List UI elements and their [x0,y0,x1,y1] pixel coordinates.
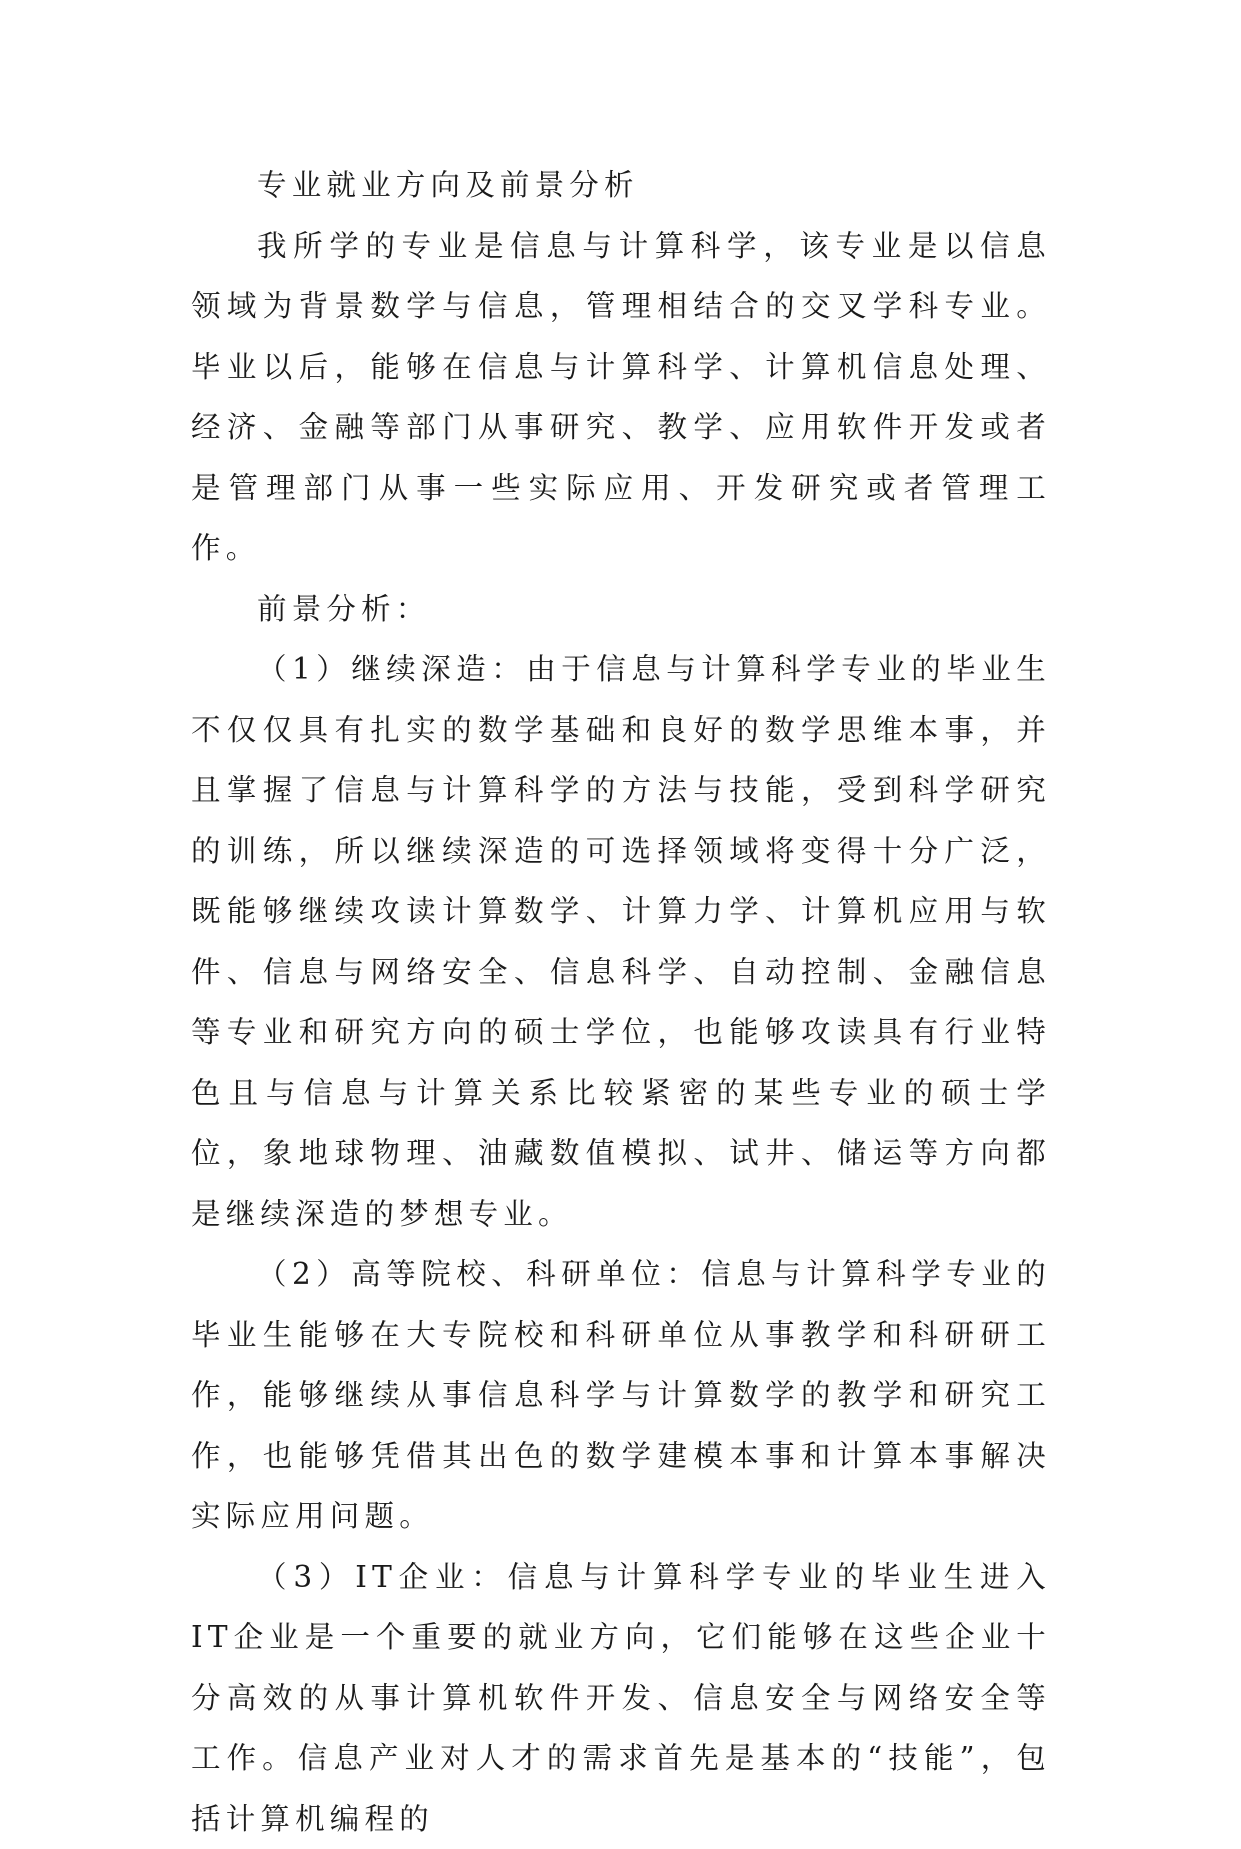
paragraph-it-enterprise: （3）IT企业：信息与计算科学专业的毕业生进入IT企业是一个重要的就业方向，它们能够在这些企业十分高效的从事计算机软件开发、信息安全与网络安全等工作。信息产业对人才的需求首先是基本的“技能”，包括计算机编程的 [191,1547,1051,1849]
paragraph-prospect-heading: 前景分析： [191,579,1051,640]
paragraph-major-intro: 我所学的专业是信息与计算科学，该专业是以信息领域为背景数学与信息，管理相结合的交叉学科专业。毕业以后，能够在信息与计算科学、计算机信息处理、经济、金融等部门从事研究、教学、应用软件开发或者是管理部门从事一些实际应用、开发研究或者管理工作。 [191,216,1051,579]
document-body [191,155,1051,1849]
paragraph-universities-research: （2）高等院校、科研单位：信息与计算科学专业的毕业生能够在大专院校和科研单位从事教学和科研研工作，能够继续从事信息科学与计算数学的教学和研究工作，也能够凭借其出色的数学建模本事和计算本事解决实际应用问题。 [191,1244,1051,1547]
document-title: 专业就业方向及前景分析 [191,155,1051,216]
paragraph-further-study: （1）继续深造：由于信息与计算科学专业的毕业生不仅仅具有扎实的数学基础和良好的数学思维本事，并且掌握了信息与计算科学的方法与技能，受到科学研究的训练，所以继续深造的可选择领域将变得十分广泛，既能够继续攻读计算数学、计算力学、计算机应用与软件、信息与网络安全、信息科学、自动控制、金融信息等专业和研究方向的硕士学位，也能够攻读具有行业特色且与信息与计算关系比较紧密的某些专业的硕士学位，象地球物理、油藏数值模拟、试井、储运等方向都是继续深造的梦想专业。 [191,639,1051,1244]
